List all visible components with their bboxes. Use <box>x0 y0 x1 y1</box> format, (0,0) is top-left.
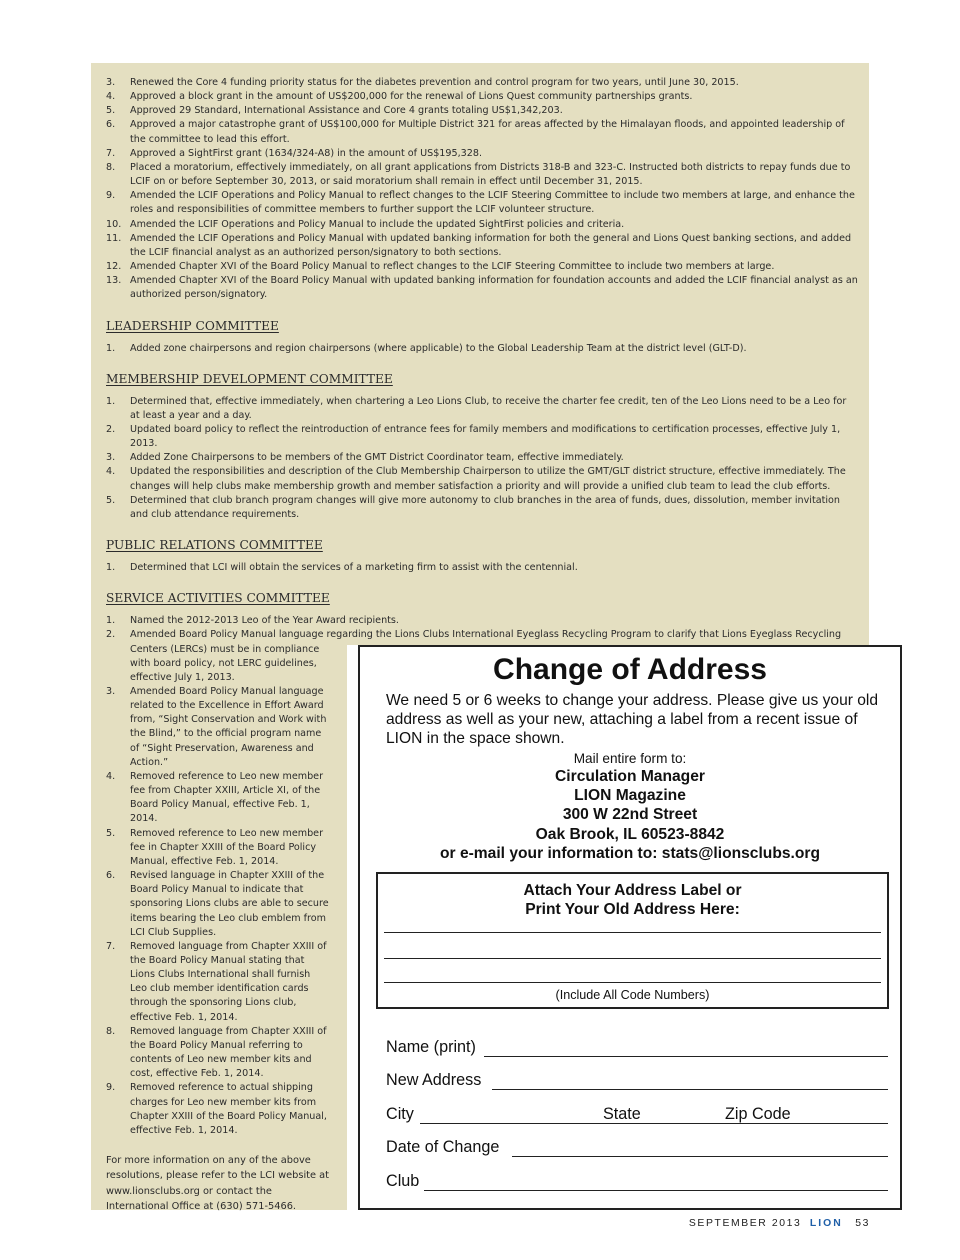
mail-line: LION Magazine <box>574 787 686 805</box>
list-item: 8. Placed a moratorium, effectively immediately, on all grant applications from Districts 318-B and 323-C. Instructed both districts to repay funds due to LCIF on or before September 30, 2013, or said moratorium shall remain in effect until December 31, 2015. <box>106 161 851 188</box>
code-note: (Include All Code Numbers) <box>555 988 710 1002</box>
list-item: 5. Approved 29 Standard, International Assistance and Core 4 grants totaling US$1,342,203. <box>106 105 563 117</box>
city-state-zip-line[interactable] <box>420 1123 888 1124</box>
name-field[interactable] <box>386 1037 888 1059</box>
old-address-line[interactable] <box>384 958 881 959</box>
list-item: 3. Renewed the Core 4 funding priority status for the diabetes prevention and control program for two years, until June 30, 2015. <box>106 77 739 88</box>
old-address-line[interactable] <box>384 932 881 933</box>
old-address-line[interactable] <box>384 982 881 983</box>
mail-line: Circulation Manager <box>555 768 705 785</box>
list-item: 13. Amended Chapter XVI of the Board Policy Manual with updated banking information for foundation accounts and added the LCIF financial analyst as an authorized person/signatory. <box>106 275 858 301</box>
list-item: 10. Amended the LCIF Operations and Policy Manual to include the updated SightFirst policies and criteria. <box>106 218 625 230</box>
membership-list <box>106 395 858 522</box>
issue-date: SEPTEMBER 2013 <box>688 1218 802 1229</box>
club-line[interactable] <box>424 1190 888 1191</box>
list-item: 6. Approved a major catastrophe grant of US$100,000 for Multiple District 321 for areas affected by the Himalayan floods, and appointed leadership of the committee to lead this effort. <box>106 119 845 145</box>
label-heading: Attach Your Address Label or Print Your Old Address Here: <box>523 882 742 918</box>
date-line[interactable] <box>512 1156 888 1157</box>
list-item: 1. Determined that LCI will obtain the services of a marketing firm to assist with the centennial. <box>106 562 578 574</box>
date-label: Date of Change <box>386 1138 500 1156</box>
list-item: 11. Amended the LCIF Operations and Policy Manual with updated banking information for both the general and Lions Quest banking sections, and added the LCIF financial analyst as an authorized person/signatory to both sections. <box>106 232 852 258</box>
list-item: 2. Updated board policy to reflect the reintroduction of entrance fees for family members and modifications to certification processes, effective July 1, 2013. <box>106 423 841 450</box>
list-item: 3. Added Zone Chairpersons to be members of the GMT District Coordinator team, effective immediately. <box>106 452 624 464</box>
mailing-address <box>360 750 900 863</box>
name-line[interactable] <box>484 1056 888 1057</box>
list-item: 7. Removed language from Chapter XXIII of the Board Policy Manual stating that Lions Clubs International shall furnish Leo club member identification cards through the sponsoring Lions club, effective Feb. 1, 2014. <box>106 940 327 1023</box>
list-item: 9. Removed reference to actual shipping charges for Leo new member kits from Chapter XXIII of the Board Policy Manual, effective Feb. 1, 2014. <box>106 1082 327 1136</box>
club-label: Club <box>386 1172 420 1190</box>
list-item: 5. Determined that club branch program changes will give more autonomy to club branches in the area of funds, dues, dissolution, member invitation and club attendance requirements. <box>106 494 840 520</box>
mail-line: 300 W 22nd Street <box>562 806 698 824</box>
page-number: 53 <box>855 1218 870 1229</box>
new-address-label: New Address <box>386 1071 482 1089</box>
magazine-name: LION <box>809 1218 843 1229</box>
service-heading: SERVICE ACTIVITIES COMMITTEE <box>106 591 330 606</box>
public-relations-heading: PUBLIC RELATIONS COMMITTEE <box>106 538 323 553</box>
list-item: 1. Determined that, effective immediately, when chartering a Leo Lions Club, to receive the charter fee credit, ten of the Leo Lions need to be a Leo for at least a year and a day. <box>106 395 847 421</box>
list-item: 8. Removed language from Chapter XXIII of the Board Policy Manual referring to contents of Leo new member kits and cost, effective Feb. 1, 2014. <box>106 1025 327 1080</box>
club-field[interactable] <box>386 1171 888 1193</box>
new-address-line[interactable] <box>492 1089 888 1090</box>
mail-label: Mail entire form to: <box>573 751 687 766</box>
list-item: 3. Amended Board Policy Manual language related to the Excellence in Effort Award from, “Sight Conservation and Work with the Blind,” to the official program name of “Sight Preservation, Awareness and Action.” <box>106 686 327 768</box>
list-item: 4. Approved a block grant in the amount of US$200,000 for the renewal of Lions Quest community partnerships grants. <box>106 91 693 103</box>
leadership-heading: LEADERSHIP COMMITTEE <box>106 318 279 333</box>
date-of-change-field[interactable] <box>386 1137 888 1159</box>
new-address-field[interactable] <box>386 1070 888 1092</box>
form-intro: We need 5 or 6 weeks to change your address. Please give us your old address as well as your new, attaching a label from a recent issue of LION in the space shown. <box>386 692 879 747</box>
mail-email-line: or e-mail your information to: stats@lionsclubs.org <box>440 844 820 862</box>
address-label-box[interactable] <box>376 872 889 1009</box>
list-item: 1. Added zone chairpersons and region chairpersons (where applicable) to the Global Leadership Team at the district level (GLT-D). <box>106 342 747 354</box>
membership-heading: MEMBERSHIP DEVELOPMENT COMMITTEE <box>106 371 393 386</box>
list-item: 1. Named the 2012-2013 Leo of the Year Award recipients. <box>106 615 399 627</box>
city-label: City <box>386 1105 414 1123</box>
more-info-note: For more information on any of the above resolutions, please refer to the LCI website at www.lionsclubs.org or contact the International Office at (630) 571-5466. <box>106 1155 329 1212</box>
list-item: 12. Amended Chapter XVI of the Board Policy Manual to reflect changes to the LCIF Steering Committee to include two members at large. <box>106 261 775 273</box>
mail-line: Oak Brook, IL 60523-8842 <box>535 825 725 843</box>
form-title: Change of Address <box>493 653 767 686</box>
change-of-address-form <box>358 645 902 1210</box>
lcif-list <box>106 76 858 303</box>
page-footer <box>689 1218 870 1232</box>
leadership-list <box>106 342 858 356</box>
list-item: 2. Amended Board Policy Manual language regarding the Lions Clubs International Eyeglass Recycling Program to clarify that Lions Eyeglass Recycling Centers (LERCs) must be in compliance with board policy, not LERC guidelines, effective July 1, 2013. <box>106 629 842 683</box>
state-label: State <box>603 1105 641 1123</box>
name-label: Name (print) <box>386 1038 476 1056</box>
list-item: 5. Removed reference to Leo new member fee in Chapter XXIII of the Board Policy Manual, effective Feb. 1, 2014. <box>106 827 324 867</box>
list-item: 7. Approved a SightFirst grant (1634/324-A8) in the amount of US$195,328. <box>106 147 483 159</box>
list-item: 6. Revised language in Chapter XXIII of the Board Policy Manual to indicate that sponsoring Lions clubs are able to secure items bearing the Leo club emblem from LCI Club Supplies. <box>106 870 329 938</box>
list-item: 9. Amended the LCIF Operations and Policy Manual to reflect changes to the LCIF Steering Committee to include two members at large, and enhance the roles and responsibilities of committee members to further support the LCIF volunteer structure. <box>106 190 855 216</box>
list-item: 4. Updated the responsibilities and description of the Club Membership Chairperson to utilize the GMT/GLT district structure, effective immediately. The changes will help clubs make membership growth and member satisfaction a priority and will provide a unified club team to lead the club efforts. <box>106 466 846 492</box>
city-state-zip-field[interactable] <box>386 1104 888 1126</box>
zip-label: Zip Code <box>725 1105 791 1123</box>
list-item: 4. Removed reference to Leo new member fee from Chapter XXIII, Article XI, of the Board Policy Manual, effective Feb. 1, 2014. <box>106 770 324 825</box>
public-relations-list <box>106 561 858 575</box>
